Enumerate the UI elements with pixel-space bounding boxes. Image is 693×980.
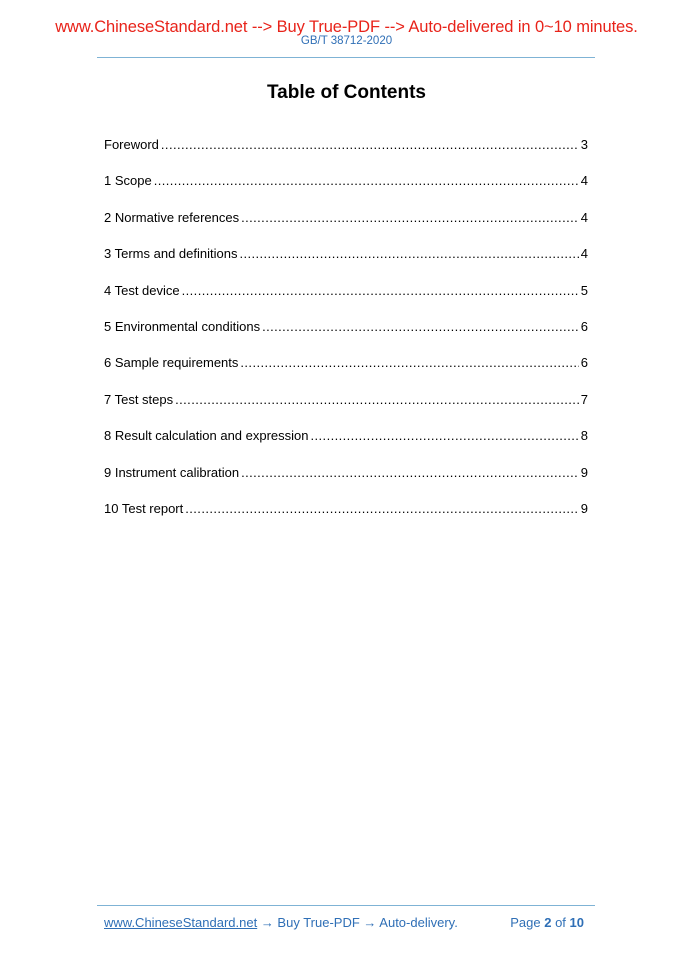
toc-dot-leader — [154, 173, 579, 188]
total-pages-number: 10 — [569, 915, 584, 930]
toc-entry-page: 4 — [580, 209, 588, 225]
toc-entry-environmental-conditions[interactable] — [104, 319, 588, 355]
toc-entry-label: 4 Test device — [104, 282, 180, 298]
toc-dot-leader — [175, 392, 579, 407]
toc-list — [104, 137, 588, 537]
toc-dot-leader — [185, 501, 579, 516]
toc-dot-leader — [241, 210, 579, 225]
footer-left — [104, 915, 458, 930]
toc-entry-label: 5 Environmental conditions — [104, 318, 261, 334]
toc-entry-terms-and-definitions[interactable] — [104, 246, 588, 282]
toc-entry-page: 4 — [580, 173, 588, 189]
toc-entry-label: 3 Terms and definitions — [104, 246, 238, 262]
page-of-word: of — [555, 915, 566, 930]
footer-divider — [97, 905, 595, 906]
toc-dot-leader — [239, 246, 578, 261]
page-word: Page — [510, 915, 541, 930]
toc-entry-label: 10 Test report — [104, 500, 184, 516]
standard-code: GB/T 38712-2020 — [300, 35, 393, 47]
toc-entry-page: 9 — [580, 500, 588, 516]
toc-title: Table of Contents — [266, 82, 427, 103]
toc-entry-label: 9 Instrument calibration — [104, 464, 240, 480]
page-footer — [104, 915, 584, 930]
toc-entry-label: Foreword — [104, 137, 159, 152]
toc-dot-leader — [262, 319, 579, 334]
toc-entry-foreword[interactable] — [104, 137, 588, 173]
footer-tagline: → Buy True-PDF → Auto-delivery. — [257, 915, 458, 930]
toc-entry-page: 6 — [580, 318, 588, 334]
toc-entry-label: 6 Sample requirements — [104, 355, 239, 371]
toc-dot-leader — [241, 465, 579, 480]
toc-entry-page: 8 — [580, 428, 588, 444]
toc-entry-scope[interactable] — [104, 173, 588, 209]
toc-entry-test-report[interactable] — [104, 501, 588, 537]
toc-entry-page: 9 — [580, 464, 588, 480]
toc-dot-leader — [182, 283, 579, 298]
footer-site-link[interactable]: www.ChineseStandard.net — [104, 915, 258, 930]
toc-entry-label: 2 Normative references — [104, 209, 240, 225]
current-page-number: 2 — [544, 915, 552, 930]
toc-entry-sample-requirements[interactable] — [104, 355, 588, 391]
toc-entry-test-steps[interactable] — [104, 392, 588, 428]
toc-dot-leader — [240, 355, 578, 370]
toc-entry-instrument-calibration[interactable] — [104, 465, 588, 501]
toc-entry-page: 5 — [580, 282, 588, 298]
toc-entry-result-calculation[interactable] — [104, 428, 588, 464]
toc-entry-page: 3 — [580, 137, 588, 152]
toc-dot-leader — [161, 137, 579, 152]
toc-entry-test-device[interactable] — [104, 283, 588, 319]
toc-entry-page: 6 — [580, 355, 588, 371]
header-divider — [97, 57, 595, 58]
toc-dot-leader — [311, 428, 579, 443]
toc-entry-page: 7 — [580, 391, 588, 407]
top-banner[interactable]: www.ChineseStandard.net --> Buy True-PDF --> Auto-delivered in 0~10 minutes. — [55, 18, 638, 36]
toc-entry-label: 7 Test steps — [104, 391, 174, 407]
toc-entry-label: 8 Result calculation and expression — [104, 428, 309, 444]
toc-entry-label: 1 Scope — [104, 173, 152, 189]
toc-entry-normative-references[interactable] — [104, 210, 588, 246]
page-number-indicator — [510, 915, 584, 930]
toc-entry-page: 4 — [580, 246, 588, 262]
